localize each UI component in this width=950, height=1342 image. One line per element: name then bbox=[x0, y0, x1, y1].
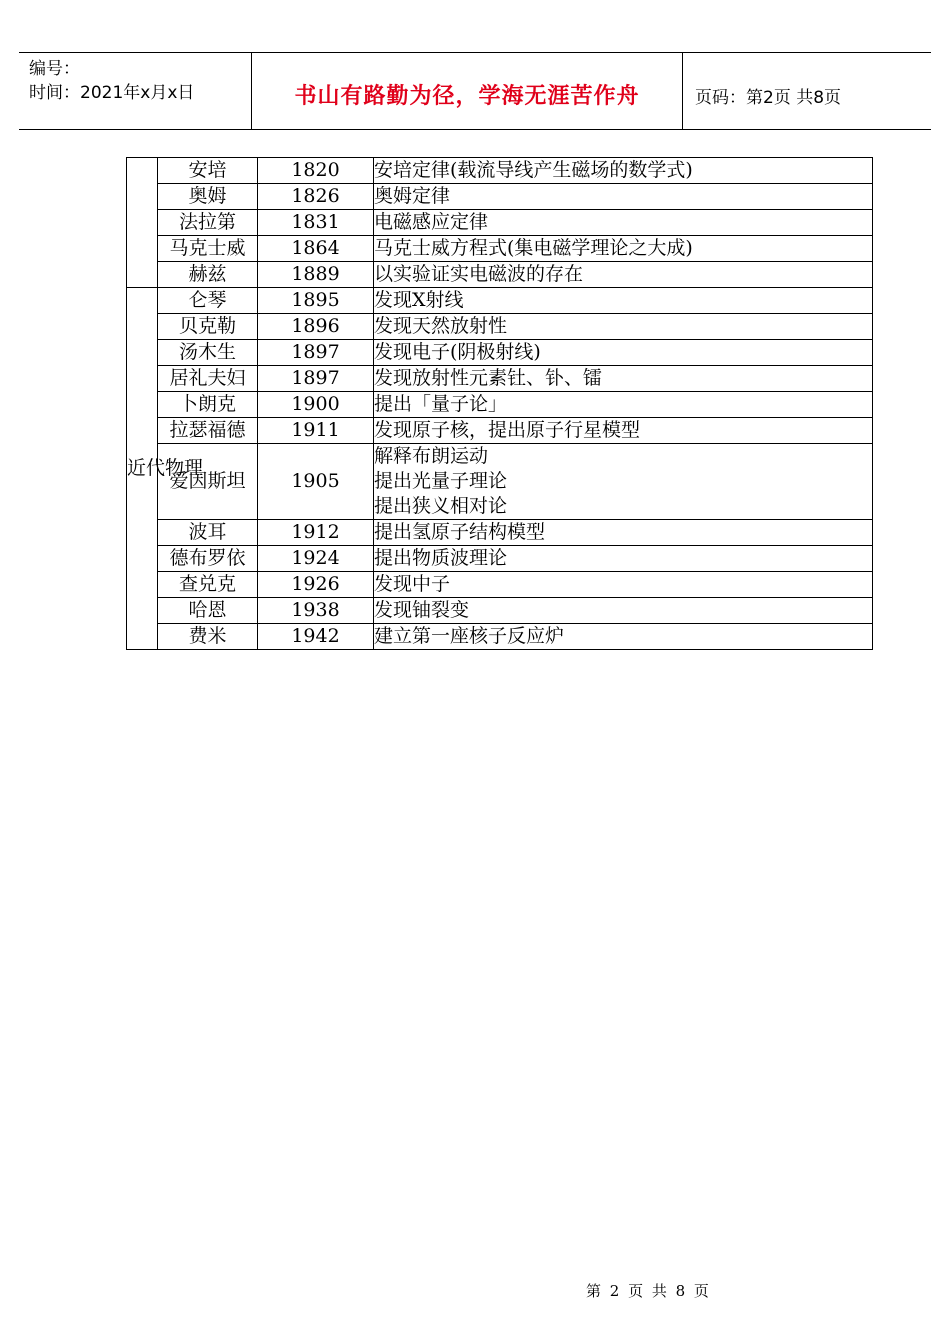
scientist-name-cell: 居礼夫妇 bbox=[158, 366, 258, 392]
achievement-line: 马克士威方程式(集电磁学理论之大成) bbox=[374, 237, 693, 259]
achievement-line: 安培定律(载流导线产生磁场的数学式) bbox=[374, 159, 693, 181]
table-row bbox=[127, 184, 873, 210]
year-cell: 1897 bbox=[258, 366, 374, 392]
achievement-line: 发现中子 bbox=[374, 573, 451, 595]
document-number-label: 编号： bbox=[29, 59, 80, 79]
year-cell: 1889 bbox=[258, 262, 374, 288]
year-cell: 1897 bbox=[258, 340, 374, 366]
achievement-cell bbox=[374, 546, 873, 572]
achievement-cell bbox=[374, 340, 873, 366]
table-row bbox=[127, 572, 873, 598]
achievement-cell bbox=[374, 598, 873, 624]
scientist-name-cell: 拉瑟福德 bbox=[158, 418, 258, 444]
achievement-line: 发现X射线 bbox=[374, 289, 464, 311]
achievement-cell bbox=[374, 444, 873, 520]
table-row bbox=[127, 418, 873, 444]
table-row bbox=[127, 210, 873, 236]
scientist-name-cell: 马克士威 bbox=[158, 236, 258, 262]
table-body bbox=[127, 158, 873, 650]
year-cell: 1895 bbox=[258, 288, 374, 314]
table-row bbox=[127, 598, 873, 624]
table-row bbox=[127, 340, 873, 366]
scientist-name-cell: 安培 bbox=[158, 158, 258, 184]
table-row bbox=[127, 236, 873, 262]
year-cell: 1926 bbox=[258, 572, 374, 598]
page-header bbox=[19, 52, 931, 130]
achievement-line: 发现原子核，提出原子行星模型 bbox=[374, 419, 641, 441]
achievement-cell bbox=[374, 236, 873, 262]
achievement-cell bbox=[374, 288, 873, 314]
scientist-name-cell: 爱因斯坦 bbox=[158, 444, 258, 520]
achievement-line: 发现铀裂变 bbox=[374, 599, 470, 621]
header-divider bbox=[682, 53, 683, 130]
achievement-line: 发现天然放射性 bbox=[374, 315, 508, 337]
year-cell: 1864 bbox=[258, 236, 374, 262]
achievement-line: 提出光量子理论 bbox=[374, 470, 508, 492]
achievement-cell bbox=[374, 392, 873, 418]
scientist-name-cell: 仑琴 bbox=[158, 288, 258, 314]
scientist-name-cell: 哈恩 bbox=[158, 598, 258, 624]
table-row bbox=[127, 288, 873, 314]
achievement-line: 发现电子(阴极射线) bbox=[374, 341, 541, 363]
header-motto: 书山有路勤为径，学海无涯苦作舟 bbox=[294, 84, 640, 109]
category-cell bbox=[127, 158, 158, 288]
table-row bbox=[127, 444, 873, 520]
table-row bbox=[127, 262, 873, 288]
year-cell: 1912 bbox=[258, 520, 374, 546]
table-row bbox=[127, 158, 873, 184]
scientist-name-cell: 奥姆 bbox=[158, 184, 258, 210]
achievement-line: 发现放射性元素钍、钋、镭 bbox=[374, 367, 603, 389]
achievement-line: 提出物质波理论 bbox=[374, 547, 508, 569]
achievement-cell bbox=[374, 158, 873, 184]
year-cell: 1905 bbox=[258, 444, 374, 520]
year-cell: 1911 bbox=[258, 418, 374, 444]
table-row bbox=[127, 314, 873, 340]
achievement-cell bbox=[374, 184, 873, 210]
achievement-line: 提出狭义相对论 bbox=[374, 495, 508, 517]
table-row bbox=[127, 546, 873, 572]
achievement-line: 奥姆定律 bbox=[374, 185, 451, 207]
achievement-cell bbox=[374, 624, 873, 650]
achievement-cell bbox=[374, 572, 873, 598]
year-cell: 1900 bbox=[258, 392, 374, 418]
scientist-name-cell: 卜朗克 bbox=[158, 392, 258, 418]
year-cell: 1942 bbox=[258, 624, 374, 650]
document-time-label: 时间：2021年x月x日 bbox=[29, 83, 195, 103]
achievement-cell bbox=[374, 520, 873, 546]
table-row bbox=[127, 366, 873, 392]
scientist-name-cell: 法拉第 bbox=[158, 210, 258, 236]
table-row bbox=[127, 392, 873, 418]
scientist-name-cell: 费米 bbox=[158, 624, 258, 650]
scientist-name-cell: 德布罗依 bbox=[158, 546, 258, 572]
achievement-cell bbox=[374, 366, 873, 392]
year-cell: 1896 bbox=[258, 314, 374, 340]
year-cell: 1831 bbox=[258, 210, 374, 236]
page-footer: 第 2 页 共 8 页 bbox=[586, 1282, 711, 1300]
achievement-cell bbox=[374, 314, 873, 340]
table-row bbox=[127, 624, 873, 650]
table-row bbox=[127, 520, 873, 546]
achievement-line: 提出「量子论」 bbox=[374, 393, 508, 415]
achievement-line: 解释布朗运动 bbox=[374, 445, 489, 467]
year-cell: 1924 bbox=[258, 546, 374, 572]
year-cell: 1938 bbox=[258, 598, 374, 624]
scientist-name-cell: 贝克勒 bbox=[158, 314, 258, 340]
scientist-name-cell: 波耳 bbox=[158, 520, 258, 546]
category-cell: 近代物理 bbox=[127, 288, 158, 650]
achievement-line: 提出氢原子结构模型 bbox=[374, 521, 546, 543]
header-page-info: 页码：第2页 共8页 bbox=[695, 88, 842, 108]
achievement-line: 以实验证实电磁波的存在 bbox=[374, 263, 584, 285]
scientist-name-cell: 汤木生 bbox=[158, 340, 258, 366]
header-meta bbox=[29, 57, 194, 105]
achievement-line: 电磁感应定律 bbox=[374, 211, 489, 233]
achievement-cell bbox=[374, 418, 873, 444]
achievement-line: 建立第一座核子反应炉 bbox=[374, 625, 565, 647]
achievement-cell bbox=[374, 262, 873, 288]
year-cell: 1826 bbox=[258, 184, 374, 210]
scientist-name-cell: 查兑克 bbox=[158, 572, 258, 598]
physics-history-table bbox=[126, 157, 873, 650]
year-cell: 1820 bbox=[258, 158, 374, 184]
achievement-cell bbox=[374, 210, 873, 236]
scientist-name-cell: 赫兹 bbox=[158, 262, 258, 288]
